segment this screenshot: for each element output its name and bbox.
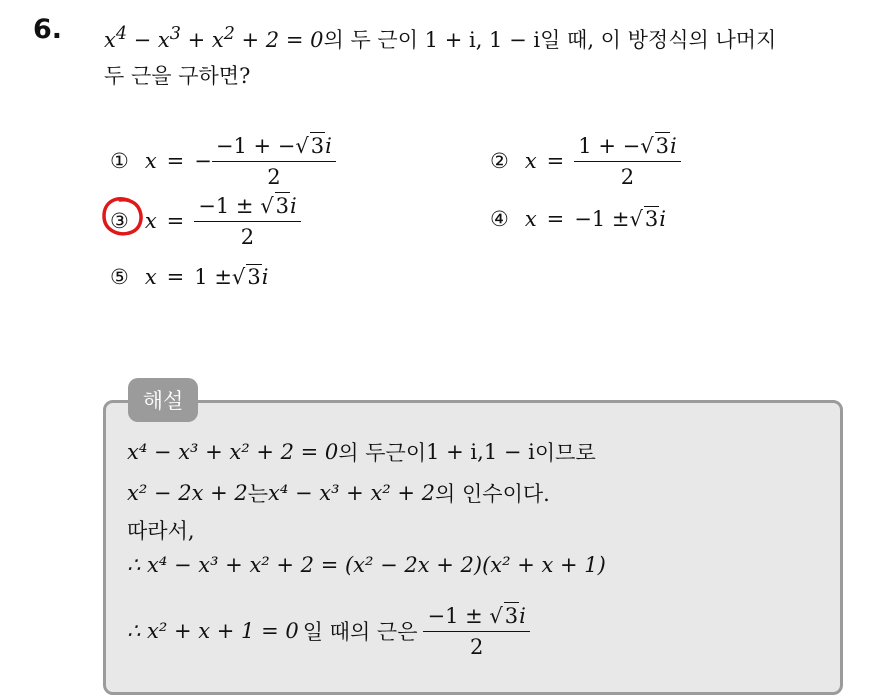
explanation-line-1-text-a: 의 두근이 — [338, 441, 427, 465]
choice-2-equals: = — [546, 149, 565, 173]
choice-5-lhs: x — [144, 264, 157, 289]
explanation-sqrt: 3 — [504, 604, 519, 628]
choice-3-fraction — [194, 192, 300, 250]
choice-4-equals: = — [546, 206, 565, 231]
choice-1-equals: = — [166, 149, 185, 173]
choice-5-sqrt: 3 — [247, 265, 261, 289]
choice-2-numer-a: 1 + − — [578, 134, 641, 158]
explanation-line-2-eq-b: x⁴ − x³ + x² + 2 — [268, 481, 436, 505]
explanation-line-2-eq-a: x² − 2x + 2 — [127, 481, 248, 505]
explanation-line-1 — [127, 437, 596, 467]
choice-5-expr-a: 1 ± — [194, 264, 232, 289]
choice-1[interactable] — [110, 132, 336, 190]
choice-1-sign: − — [194, 149, 212, 173]
choice-2-numer-b: i — [669, 134, 677, 158]
choice-2-lhs: x — [524, 149, 537, 173]
choice-5[interactable] — [110, 264, 268, 289]
question-text-a: 의 두 근이 — [323, 28, 425, 52]
root-separator: , — [475, 28, 490, 52]
choice-3-sqrt: 3 — [275, 194, 289, 218]
root-2: 1 − i — [489, 28, 541, 52]
choice-4[interactable] — [490, 206, 666, 231]
choice-4-expr-a: −1 ± — [574, 206, 630, 231]
explanation-line-4 — [127, 553, 606, 577]
explanation-line-2-text-a: 는 — [247, 482, 269, 506]
question-line-2: 두 근을 구하면? — [104, 64, 251, 88]
explanation-line-3: 따라서, — [127, 519, 195, 543]
explanation-line-5-text: 일 때의 근은 — [302, 620, 418, 644]
explanation-line-4-eq: ∴ x⁴ − x³ + x² + 2 = (x² − 2x + 2)(x² + x + 1) — [127, 553, 606, 577]
choice-1-lhs: x — [144, 149, 157, 173]
choice-3-numer-b: i — [289, 194, 297, 218]
choice-2-number: ② — [490, 149, 509, 173]
choice-3[interactable] — [110, 192, 301, 250]
explanation-root-2: 1 − i — [483, 440, 535, 464]
explanation-line-1-text-b: 이므로 — [534, 441, 596, 465]
choice-1-numer-b: i — [325, 134, 332, 158]
question-text-b: 일 때, 이 방정식의 나머지 — [540, 28, 777, 52]
choice-4-radical: √ — [629, 206, 643, 231]
choice-1-number: ① — [110, 149, 129, 173]
choice-3-equals: = — [166, 209, 185, 233]
question-equation: $x^4 - x^3 + x^2 + 2 = 0$ — [104, 24, 324, 52]
choice-1-numer-a: −1 + − — [215, 134, 296, 158]
choice-3-lhs: x — [144, 209, 157, 233]
question-line-1 — [104, 16, 874, 58]
explanation-root-separator: , — [477, 440, 484, 464]
explanation-numer-a: −1 ± — [427, 604, 490, 628]
choice-3-numerator: −1 ± √3i — [194, 192, 300, 222]
explanation-fraction — [423, 602, 529, 660]
explanation-line-1-eq: x⁴ − x³ + x² + 2 = 0 — [127, 440, 339, 464]
choice-3-denominator: 2 — [240, 225, 255, 249]
choice-1-numerator: −1 + −√3i — [212, 132, 336, 162]
choice-5-radical: √ — [231, 264, 246, 289]
choice-2-denominator: 2 — [620, 165, 635, 189]
choice-2-sqrt: 3 — [655, 134, 669, 158]
choice-5-expr-b: i — [261, 264, 269, 289]
choice-5-equals: = — [166, 264, 185, 289]
explanation-line-2-text-b: 의 인수이다. — [435, 482, 550, 506]
choice-1-denominator: 2 — [267, 165, 281, 189]
choice-4-number: ④ — [490, 206, 509, 231]
explanation-tag: 해설 — [128, 378, 198, 422]
choice-2-fraction — [574, 132, 680, 190]
choice-5-number: ⑤ — [110, 264, 129, 289]
explanation-line-5 — [127, 602, 530, 660]
choice-2-numerator: 1 + −√3i — [574, 132, 680, 162]
explanation-denominator: 2 — [469, 635, 484, 659]
explanation-line-2 — [127, 478, 550, 508]
explanation-root-1: 1 + i — [426, 440, 478, 464]
root-1: 1 + i — [424, 28, 476, 52]
choice-3-numer-a: −1 ± — [198, 194, 261, 218]
choice-4-sqrt: 3 — [644, 207, 659, 231]
choice-3-number: ③ — [110, 209, 129, 233]
choice-1-sqrt: 3 — [310, 134, 325, 158]
choice-1-fraction — [212, 132, 336, 190]
explanation-line-5-eq: ∴ x² + x + 1 = 0 — [127, 619, 299, 643]
explanation-numer-b: i — [519, 604, 526, 628]
question-number: 6. — [33, 14, 63, 45]
choice-4-lhs: x — [524, 206, 537, 231]
explanation-numerator: −1 ± √3i — [423, 602, 529, 632]
choice-2[interactable] — [490, 132, 681, 190]
choice-4-expr-b: i — [659, 206, 666, 231]
question-text — [104, 16, 874, 94]
